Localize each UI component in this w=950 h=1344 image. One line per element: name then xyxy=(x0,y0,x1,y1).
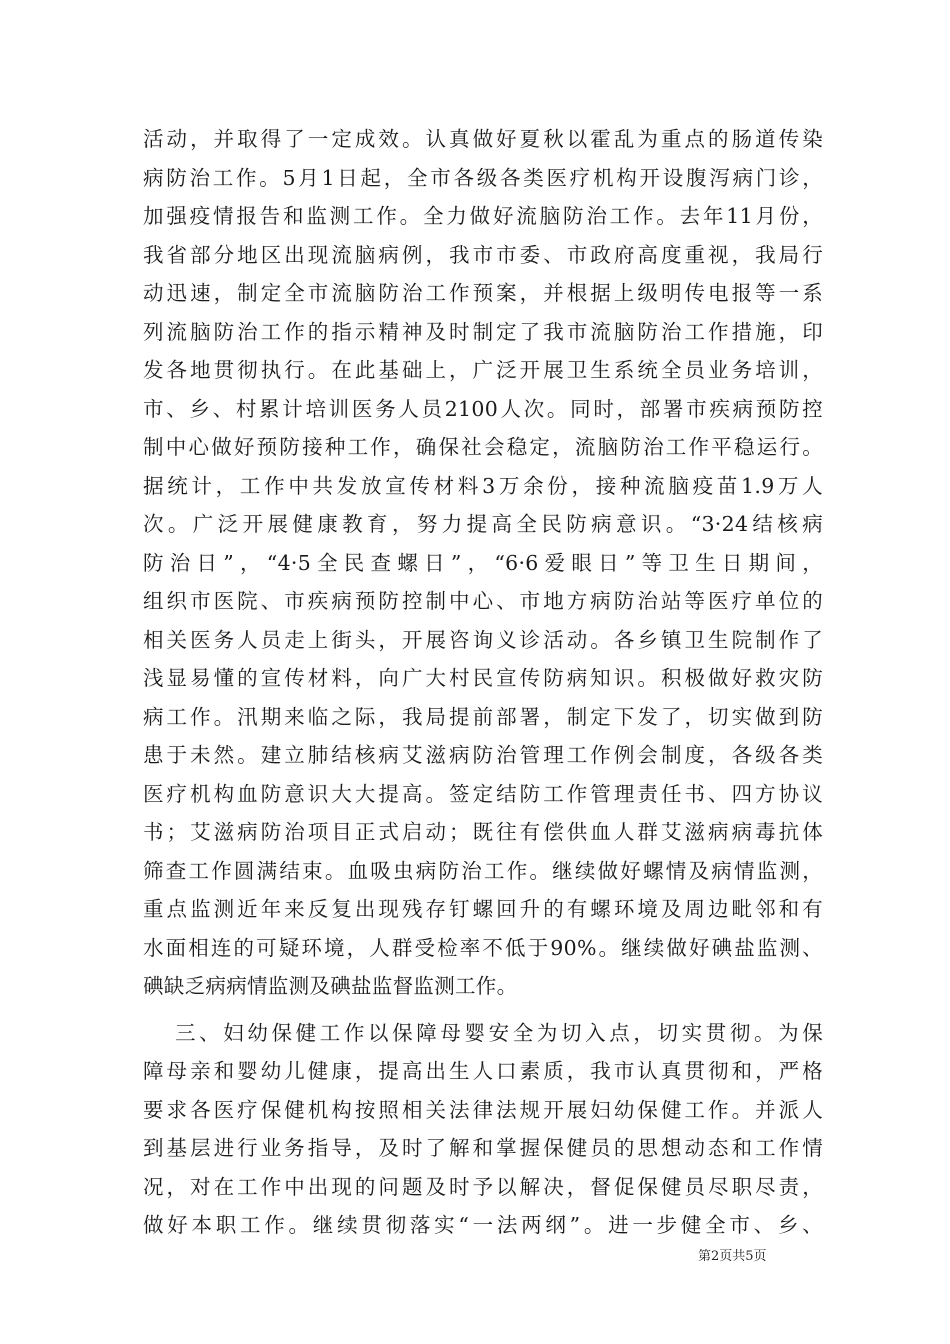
text-line: 水面相连的可疑环境，人群受检率不低于90%。继续做好碘盐监测、 xyxy=(143,935,823,960)
paragraph-gap xyxy=(143,1006,823,1014)
text-line: 病工作。汛期来临之际，我局提前部署，制定下发了，切实做到防 xyxy=(143,704,823,729)
text-line: 病防治工作。5月1日起，全市各级各类医疗机构开设腹泻病门诊， xyxy=(143,165,823,190)
body-text xyxy=(143,120,823,1245)
text-line: 患于未然。建立肺结核病艾滋病防治管理工作例会制度，各级各类 xyxy=(143,743,823,767)
text-line: 三、妇幼保健工作以保障母婴安全为切入点，切实贯彻。为保 xyxy=(175,1020,823,1045)
page-number: 第2页共5页 xyxy=(698,1249,767,1264)
text-line: 重点监测近年来反复出现残存钉螺回升的有螺环境及周边毗邻和有 xyxy=(143,897,823,921)
text-line: 动迅速，制定全市流脑防治工作预案，并根据上级明传电报等一系 xyxy=(143,281,823,305)
text-line: 防治日”，“4·5全民查螺日”，“6·6爱眼日”等卫生日期间， xyxy=(143,550,823,575)
text-line: 据统计，工作中共发放宣传材料3万余份，接种流脑疫苗1.9万人 xyxy=(143,473,823,498)
text-line: 我省部分地区出现流脑病例，我市市委、市政府高度重视，我局行 xyxy=(143,242,823,267)
text-line: 组织市医院、市疾病预防控制中心、市地方病防治站等医疗单位的 xyxy=(143,589,823,613)
text-line: 发各地贯彻执行。在此基础上，广泛开展卫生系统全员业务培训， xyxy=(143,358,823,382)
text-line: 相关医务人员走上街头，开展咨询义诊活动。各乡镇卫生院制作了 xyxy=(143,627,823,652)
text-line: 制中心做好预防接种工作，确保社会稳定，流脑防治工作平稳运行。 xyxy=(143,435,823,459)
text-line: 做好本职工作。继续贯彻落实“一法两纲”。进一步健全市、乡、 xyxy=(143,1213,823,1237)
text-line: 列流脑防治工作的指示精神及时制定了我市流脑防治工作措施，印 xyxy=(143,319,823,344)
text-line: 加强疫情报告和监测工作。全力做好流脑防治工作。去年11月份， xyxy=(143,204,823,228)
text-line: 市、乡、村累计培训医务人员2100人次。同时，部署市疾病预防控 xyxy=(143,396,823,421)
paragraph-1 xyxy=(143,120,823,1006)
paragraph-2 xyxy=(143,1014,823,1245)
text-line: 次。广泛开展健康教育，努力提高全民防病意识。“3·24结核病 xyxy=(143,512,823,536)
text-line: 筛查工作圆满结束。血吸虫病防治工作。继续做好螺情及病情监测， xyxy=(143,858,823,883)
text-line: 碘缺乏病病情监测及碘盐监督监测工作。 xyxy=(143,974,518,998)
text-line: 要求各医疗保健机构按照相关法律法规开展妇幼保健工作。并派人 xyxy=(143,1097,823,1122)
text-line: 浅显易懂的宣传材料，向广大村民宣传防病知识。积极做好救灾防 xyxy=(143,666,823,690)
text-line: 活动，并取得了一定成效。认真做好夏秋以霍乱为重点的肠道传染 xyxy=(143,127,823,151)
text-line: 书；艾滋病防治项目正式启动；既往有偿供血人群艾滋病病毒抗体 xyxy=(143,820,823,844)
text-line: 况，对在工作中出现的问题及时予以解决，督促保健员尽职尽责， xyxy=(143,1174,823,1199)
text-line: 障母亲和婴幼儿健康，提高出生人口素质，我市认真贯彻和，严格 xyxy=(143,1059,823,1083)
text-line: 医疗机构血防意识大大提高。签定结防工作管理责任书、四方协议 xyxy=(143,781,823,806)
text-line: 到基层进行业务指导，及时了解和掌握保健员的思想动态和工作情 xyxy=(143,1136,823,1160)
